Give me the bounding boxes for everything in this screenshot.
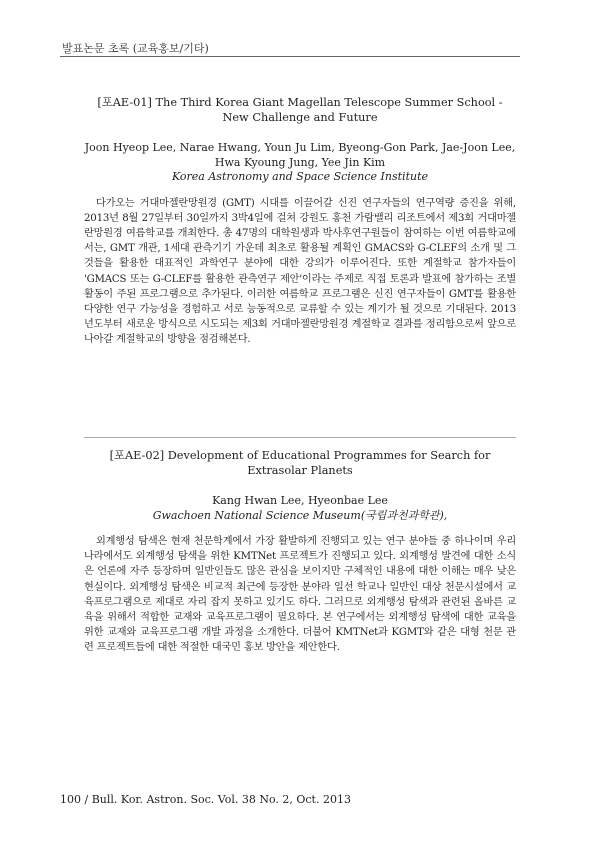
- abstract-body: 외계행성 탐색은 현재 천문학계에서 가장 활발하게 진행되고 있는 연구 분야들 중 하나이며 우리나라에서도 외계행성 탐색을 위한 KMTNet 프로젝트가 진행되고 있다. 외계행성 발견에 대한 소식은 언론에 자주 등장하며 일반인들도 많은 관심을 보이지만 구체적인 내용에 대한 이해는 매우 낮은 현실이다. 외계행성 탐색은 비교적 최근에 등장한 분야라 일선 학교나 일반인 대상 천문시설에서 교육프로그램으로 제대로 자리 잡지 못하고 있기도 하다. 그러므로 외계행성 탐색과 관련된 올바른 교육을 위해서 적합한 교재와 교육프로그램이 필요하다. 본 연구에서는 외계행성 탐색에 대한 교육을 위한 교재와 교육프로그램 개발 과정을 소개한다. 더불어 KMTNet과 KGMT와 같은 대형 천문 관련 프로젝트들에 대한 적절한 대국민 홍보 방안을 제안한다.: [84, 536, 516, 654]
- abstract-1: [84, 95, 516, 348]
- abstract-authors: Kang Hwan Lee, Hyeonbae Lee: [212, 494, 388, 507]
- abstract-authors: Joon Hyeop Lee, Narae Hwang, Youn Ju Lim, Byeong-Gon Park, Jae-Joon Lee, Hwa Kyoung Jung, Yee Jin Kim: [84, 141, 516, 169]
- abstract-title: [포AE-01] The Third Korea Giant Magellan Telescope Summer School - New Challenge and Future: [97, 96, 503, 124]
- abstract-affiliation: Korea Astronomy and Space Science Institute: [171, 170, 428, 183]
- abstract-affiliation: Gwachoen National Science Museum(국립과천과학관),: [152, 508, 448, 522]
- running-head: 발표논문 초록 (교육홍보/기타): [62, 42, 209, 55]
- abstract-separator: [84, 437, 516, 438]
- abstract-body: 다가오는 거대마젤란망원경 (GMT) 시대를 이끌어갈 신진 연구자들의 연구역량 증진을 위해, 2013년 8월 27일부터 30일까지 3박4일에 걸쳐 강원도 홍천 가람밸리 리조트에서 제3회 거대마젤란망원경 여름학교를 개최한다. 총 47명의 대학원생과 박사후연구원들이 참여하는 이번 여름학교에서는, GMT 개관, 1세대 관측기기 가운데 최초로 활용될 계획인 GMACS와 G-CLEF의 소개 및 그것들을 활용한 대표적인 과학연구 분야에 대한 강의가 이루어진다. 또한 계절학교 참가자들이 'GMACS 또는 G-CLEF를 활용한 관측연구 제안'이라는 주제로 직접 토론과 발표에 참가하는 조별 활동이 주된 프로그램으로 추가된다. 이러한 여름학교 프로그램은 신진 연구자들이 GMT를 활용한 다양한 연구 가능성을 경험하고 서로 능동적으로 교류할 수 있는 계기가 될 것으로 기대된다. 2013년도부터 새로운 방식으로 시도되는 제3회 거대마젤란망원경 계절학교 결과를 정리함으로써 앞으로 나아갈 계절학교의 방향을 점검해본다.: [84, 197, 516, 346]
- abstract-2: [84, 448, 516, 656]
- abstract-title: [포AE-02] Development of Educational Programmes for Search for Extrasolar Planets: [109, 449, 491, 477]
- page-footer: 100 / Bull. Kor. Astron. Soc. Vol. 38 No. 2, Oct. 2013: [60, 793, 351, 806]
- header-rule: [60, 56, 520, 57]
